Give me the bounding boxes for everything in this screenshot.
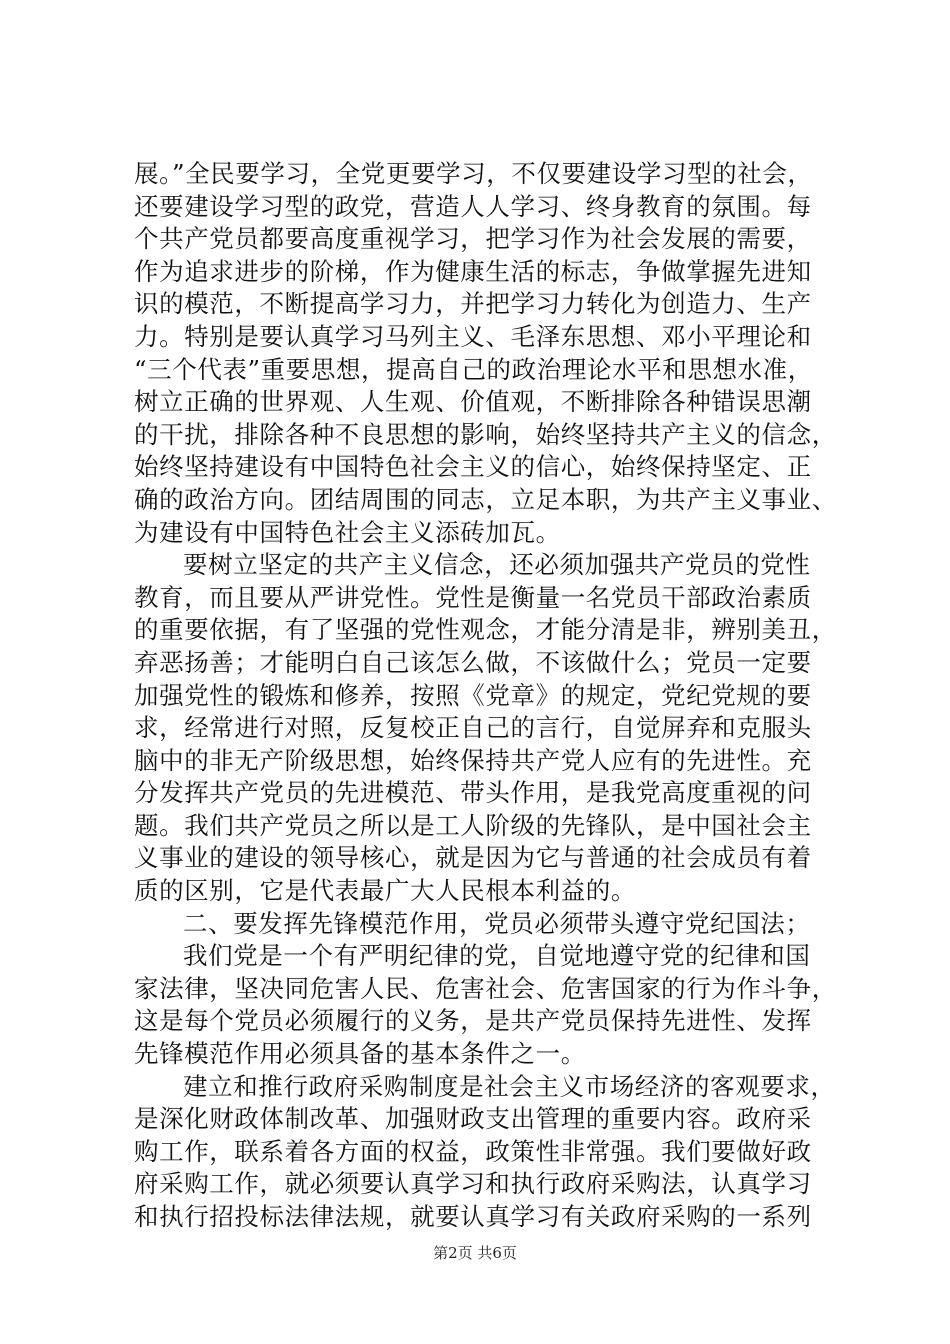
text-line: 始终坚持建设有中国特色社会主义的信心，始终保持坚定、正 bbox=[134, 452, 812, 482]
text-line: 个共产党员都要高度重视学习，把学习作为社会发展的需要， bbox=[134, 224, 812, 254]
text-line: 和执行招投标法律法规，就要认真学习有关政府采购的一系列 bbox=[134, 1202, 812, 1231]
text-line: 的干扰，排除各种不良思想的影响，始终坚持共产主义的信念， bbox=[134, 419, 837, 449]
text-line: 府采购工作，就必须要认真学习和执行政府采购法，认真学习 bbox=[134, 1169, 812, 1199]
text-line: 题。我们共产党员之所以是工人阶级的先锋队，是中国社会主 bbox=[134, 810, 812, 840]
text-line: 质的区别，它是代表最广大人民根本利益的。 bbox=[134, 876, 636, 906]
text-line: 脑中的非无产阶级思想，始终保持共产党人应有的先进性。充 bbox=[134, 745, 812, 775]
text-line: 教育，而且要从严讲党性。党性是衡量一名党员干部政治素质 bbox=[134, 582, 812, 612]
text-line: 二、要发挥先锋模范作用，党员必须带头遵守党纪国法； bbox=[183, 908, 811, 938]
text-line: 求，经常进行对照，反复校正自己的言行，自觉屏弃和克服头 bbox=[134, 713, 812, 743]
page-footer: 第2页 共6页 bbox=[433, 1244, 517, 1262]
text-line: “三个代表”重要思想，提高自己的政治理论水平和思想水准， bbox=[134, 354, 813, 384]
text-line: 还要建设学习型的政党，营造人人学习、终身教育的氛围。每 bbox=[134, 191, 812, 221]
text-line: 是深化财政体制改革、加强财政支出管理的重要内容。政府采 bbox=[134, 1104, 812, 1134]
text-line: 树立正确的世界观、人生观、价值观，不断排除各种错误思潮 bbox=[134, 387, 812, 417]
text-line: 义事业的建设的领导核心，就是因为它与普通的社会成员有着 bbox=[134, 843, 812, 873]
text-line: 加强党性的锻炼和修养，按照《党章》的规定，党纪党规的要 bbox=[134, 680, 812, 710]
text-line: 要树立坚定的共产主义信念，还必须加强共产党员的党性 bbox=[183, 550, 811, 580]
text-line: 识的模范，不断提高学习力，并把学习力转化为创造力、生产 bbox=[134, 289, 812, 319]
text-line: 为建设有中国特色社会主义添砖加瓦。 bbox=[134, 517, 561, 547]
text-line: 展。”全民要学习，全党更要学习，不仅要建设学习型的社会， bbox=[134, 159, 813, 188]
body-text bbox=[134, 158, 837, 1234]
text-line: 的重要依据，有了坚强的党性观念，才能分清是非，辨别美丑， bbox=[134, 615, 837, 645]
text-line: 力。特别是要认真学习马列主义、毛泽东思想、邓小平理论和 bbox=[134, 321, 812, 351]
text-line: 确的政治方向。团结周围的同志，立足本职，为共产主义事业、 bbox=[134, 484, 837, 514]
text-line: 建立和推行政府采购制度是社会主义市场经济的客观要求， bbox=[183, 1071, 836, 1101]
text-line: 我们党是一个有严明纪律的党，自觉地遵守党的纪律和国 bbox=[183, 941, 811, 971]
text-line: 弃恶扬善；才能明白自己该怎么做，不该做什么；党员一定要 bbox=[134, 647, 812, 677]
text-line: 先锋模范作用必须具备的基本条件之一。 bbox=[134, 1039, 586, 1069]
text-line: 作为追求进步的阶梯，作为健康生活的标志，争做掌握先进知 bbox=[134, 256, 812, 286]
text-line: 家法律，坚决同危害人民、危害社会、危害国家的行为作斗争， bbox=[134, 973, 837, 1003]
text-line: 购工作，联系着各方面的权益，政策性非常强。我们要做好政 bbox=[134, 1136, 812, 1166]
text-line: 分发挥共产党员的先进模范、带头作用，是我党高度重视的问 bbox=[134, 778, 812, 808]
text-line: 这是每个党员必须履行的义务，是共产党员保持先进性、发挥 bbox=[134, 1006, 812, 1036]
